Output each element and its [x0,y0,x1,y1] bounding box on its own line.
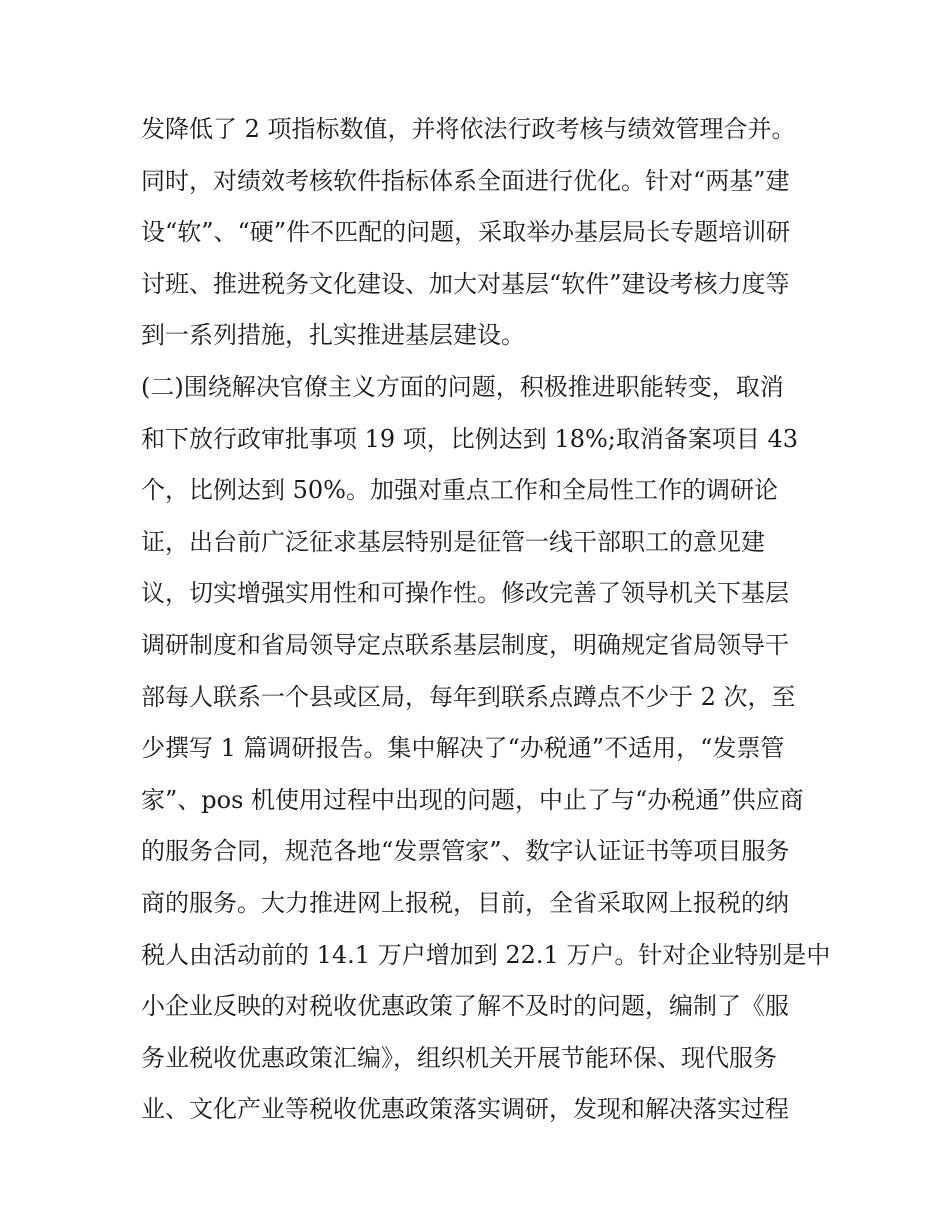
text-line: 业、文化产业等税收优惠政策落实调研，发现和解决落实过程 [141,1095,789,1124]
text-line: 的服务合同，规范各地“发票管家”、数字认证证书等项目服务 [141,837,790,866]
text-line: 务业税收优惠政策汇编》，组织机关开展节能环保、现代服务 [141,1043,777,1072]
text-line: 商的服务。大力推进网上报税，目前，全省采取网上报税的纳 [141,888,789,917]
text-line: 部每人联系一个县或区局，每年到联系点蹲点不少于 2 次，至 [141,682,796,711]
text-line: 讨班、推进税务文化建设、加大对基层“软件”建设考核力度等 [141,269,790,298]
text-line: 小企业反映的对税收优惠政策了解不及时的问题，编制了《服 [141,992,789,1021]
text-line: 议，切实增强实用性和可操作性。修改完善了领导机关下基层 [141,579,789,608]
text-line: 少撰写 1 篇调研报告。集中解决了“办税通”不适用，“发票管 [141,734,785,763]
text-line: 调研制度和省局领导定点联系基层制度，明确规定省局领导干 [141,630,789,659]
text-line: 个，比例达到 50%。加强对重点工作和全局性工作的调研论 [141,476,778,505]
text-line: 设“软”、“硬”件不匹配的问题，采取举办基层局长专题培训研 [141,218,791,247]
text-line: 税人由活动前的 14.1 万户增加到 22.1 万户。针对企业特别是中 [141,940,831,969]
text-line: 家”、pos 机使用过程中出现的问题，中止了与“办税通”供应商 [141,785,804,814]
text-line: 到一系列措施，扎实推进基层建设。 [141,321,525,350]
body-text [141,104,831,1136]
text-line: 同时，对绩效考核软件指标体系全面进行优化。针对“两基”建 [141,166,790,195]
text-line: 发降低了 2 项指标数值，并将依法行政考核与绩效管理合并。 [141,115,796,143]
text-line: 和下放行政审批事项 19 项，比例达到 18%;取消备案项目 43 [141,424,799,453]
text-line: 证，出台前广泛征求基层特别是征管一线干部职工的意见建 [141,527,765,556]
text-line: (二)围绕解决官僚主义方面的问题，积极推进职能转变，取消 [141,372,784,401]
